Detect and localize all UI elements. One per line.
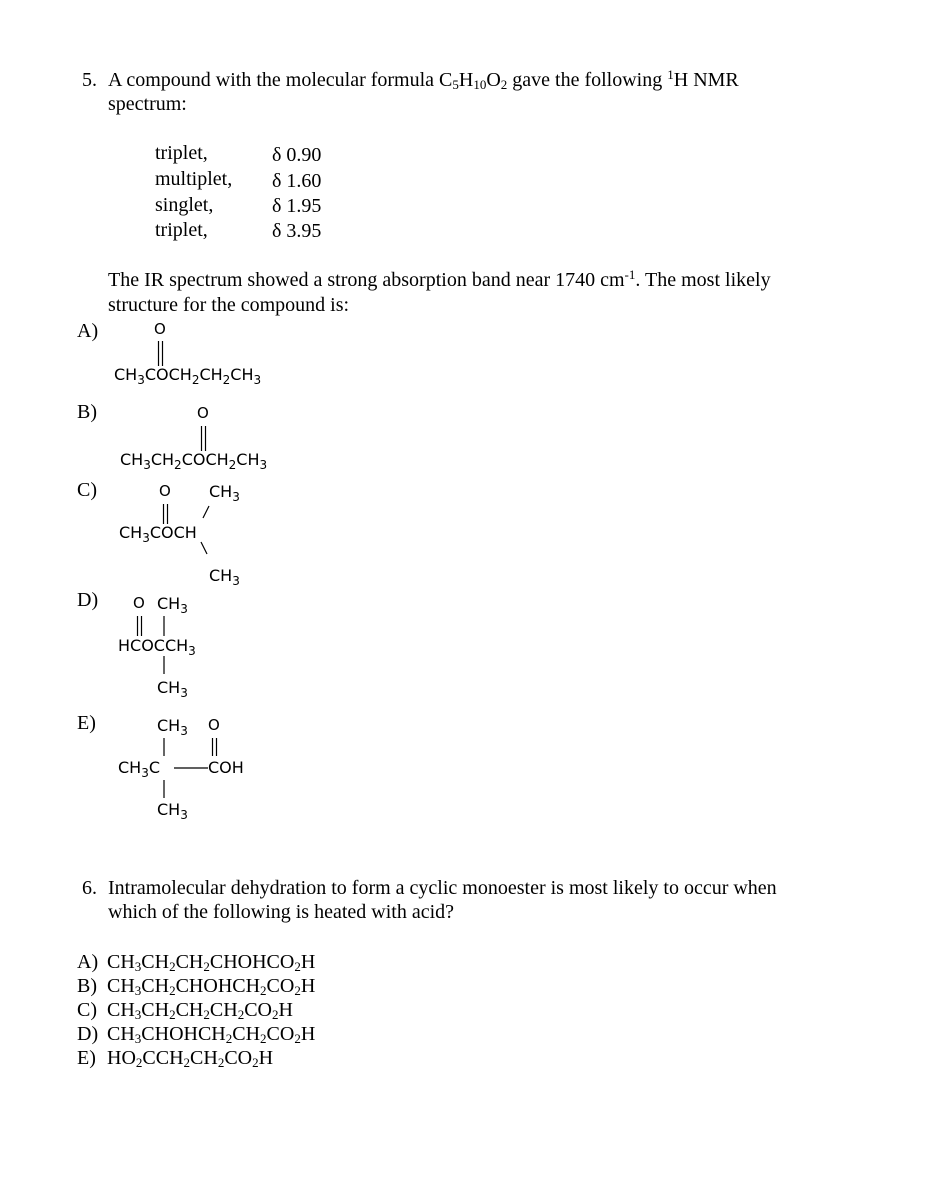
- nmr-shift-3: δ 1.95: [272, 195, 322, 217]
- q6-stem-line1: Intramolecular dehydration to form a cyclic monoester is most likely to occur when: [108, 877, 777, 899]
- q5-option-e-top-methyl: $CH_3$: [157, 716, 188, 738]
- q5-option-a-label: A): [77, 320, 99, 342]
- carbonyl-oxygen: O: [208, 716, 220, 734]
- q5-formula-h-sub: 10: [473, 77, 487, 92]
- q5-option-c-top-methyl: $CH_3$: [209, 482, 240, 504]
- q5-ir-part2: . The most likely: [635, 269, 771, 291]
- q5-option-c-label: C): [77, 479, 97, 501]
- q5-ir-sup: -1: [624, 267, 636, 282]
- q6-option-d: [77, 1022, 315, 1046]
- q5-option-b-structure: [120, 404, 320, 474]
- nmr-mult-1: triplet,: [155, 142, 208, 164]
- q6-option-d-text: $CH_3CHOHCH_2CH_2CO_2H$: [107, 1023, 316, 1046]
- q6-option-a-label: A): [77, 951, 99, 973]
- q6-option-d-label: D): [77, 1023, 99, 1045]
- q5-stem-part3: H NMR: [673, 69, 739, 91]
- q5-ir-line2: structure for the compound is:: [108, 294, 350, 316]
- q6-option-b-text: $CH_3CH_2CHOHCH_2CO_2H$: [107, 975, 316, 998]
- nmr-shift-1: δ 0.90: [272, 144, 322, 166]
- q5-option-e-label: E): [77, 712, 96, 734]
- q6-option-c-label: C): [77, 999, 97, 1021]
- q5-number: 5.: [82, 69, 97, 91]
- q5-stem-line2: spectrum:: [108, 93, 187, 115]
- carbonyl-oxygen: O: [133, 594, 145, 612]
- carbonyl-oxygen: O: [154, 320, 166, 338]
- q5-stem-line1: [108, 68, 739, 92]
- carbonyl-oxygen: O: [197, 404, 209, 422]
- q5-option-a-formula: $CH_3COCH_2CH_2CH_3$: [114, 365, 262, 387]
- q5-option-a-structure: [114, 320, 314, 390]
- q6-number: 6.: [82, 877, 97, 899]
- nmr-mult-2: multiplet,: [155, 168, 233, 190]
- nmr-shift-4: δ 3.95: [272, 220, 322, 242]
- carbonyl-oxygen: O: [159, 482, 171, 500]
- nmr-shift-2: δ 1.60: [272, 170, 322, 192]
- q6-option-b-label: B): [77, 975, 97, 997]
- q5-formula-h: H: [458, 69, 474, 91]
- q5-option-c-structure: [119, 482, 319, 592]
- q5-option-e-right: COH: [208, 758, 244, 777]
- q5-option-e-left: $CH_3C$: [118, 758, 161, 780]
- q5-formula-o-sub: 2: [500, 77, 508, 92]
- q5-option-e-structure: [118, 716, 318, 826]
- q5-option-d-top-methyl: $CH_3$: [157, 594, 188, 616]
- q5-formula-c-sub: 5: [452, 77, 459, 92]
- q5-nmr-sup: 1: [667, 67, 674, 82]
- q5-option-e-bottom-methyl: $CH_3$: [157, 800, 188, 822]
- q5-option-c-bottom-methyl: $CH_3$: [209, 566, 240, 588]
- q6-option-b: [77, 974, 315, 998]
- q6-option-a: [77, 950, 315, 974]
- q5-ir-part1: The IR spectrum showed a strong absorption band near 1740 cm: [108, 269, 625, 291]
- q5-option-b-label: B): [77, 401, 97, 423]
- q6-option-c-text: $CH_3CH_2CH_2CH_2CO_2H$: [107, 999, 293, 1022]
- q5-option-d-structure: [118, 594, 318, 704]
- q5-option-c-formula: $CH_3COCH$: [119, 523, 197, 545]
- q6-option-e-text: $HO_2CCH_2CH_2CO_2H$: [107, 1047, 274, 1070]
- q5-stem-part1: A compound with the molecular formula C: [108, 69, 453, 91]
- nmr-mult-4: triplet,: [155, 219, 208, 241]
- q5-option-d-label: D): [77, 589, 99, 611]
- q6-stem-line2: which of the following is heated with acid?: [108, 901, 455, 923]
- q6-option-c: [77, 998, 293, 1022]
- q5-option-b-formula: $CH_3CH_2COCH_2CH_3$: [120, 450, 268, 472]
- q5-option-d-formula: $HCOCCH_3$: [118, 636, 196, 658]
- q5-option-d-bottom-methyl: $CH_3$: [157, 678, 188, 700]
- nmr-mult-3: singlet,: [155, 194, 214, 216]
- q5-stem-part2: gave the following: [507, 69, 668, 91]
- q6-option-e-label: E): [77, 1047, 96, 1069]
- q5-ir-line1: [108, 268, 771, 292]
- q6-option-a-text: $CH_3CH_2CH_2CHOHCO_2H$: [107, 951, 316, 974]
- q5-formula-o: O: [486, 69, 501, 91]
- q6-option-e: [77, 1046, 273, 1070]
